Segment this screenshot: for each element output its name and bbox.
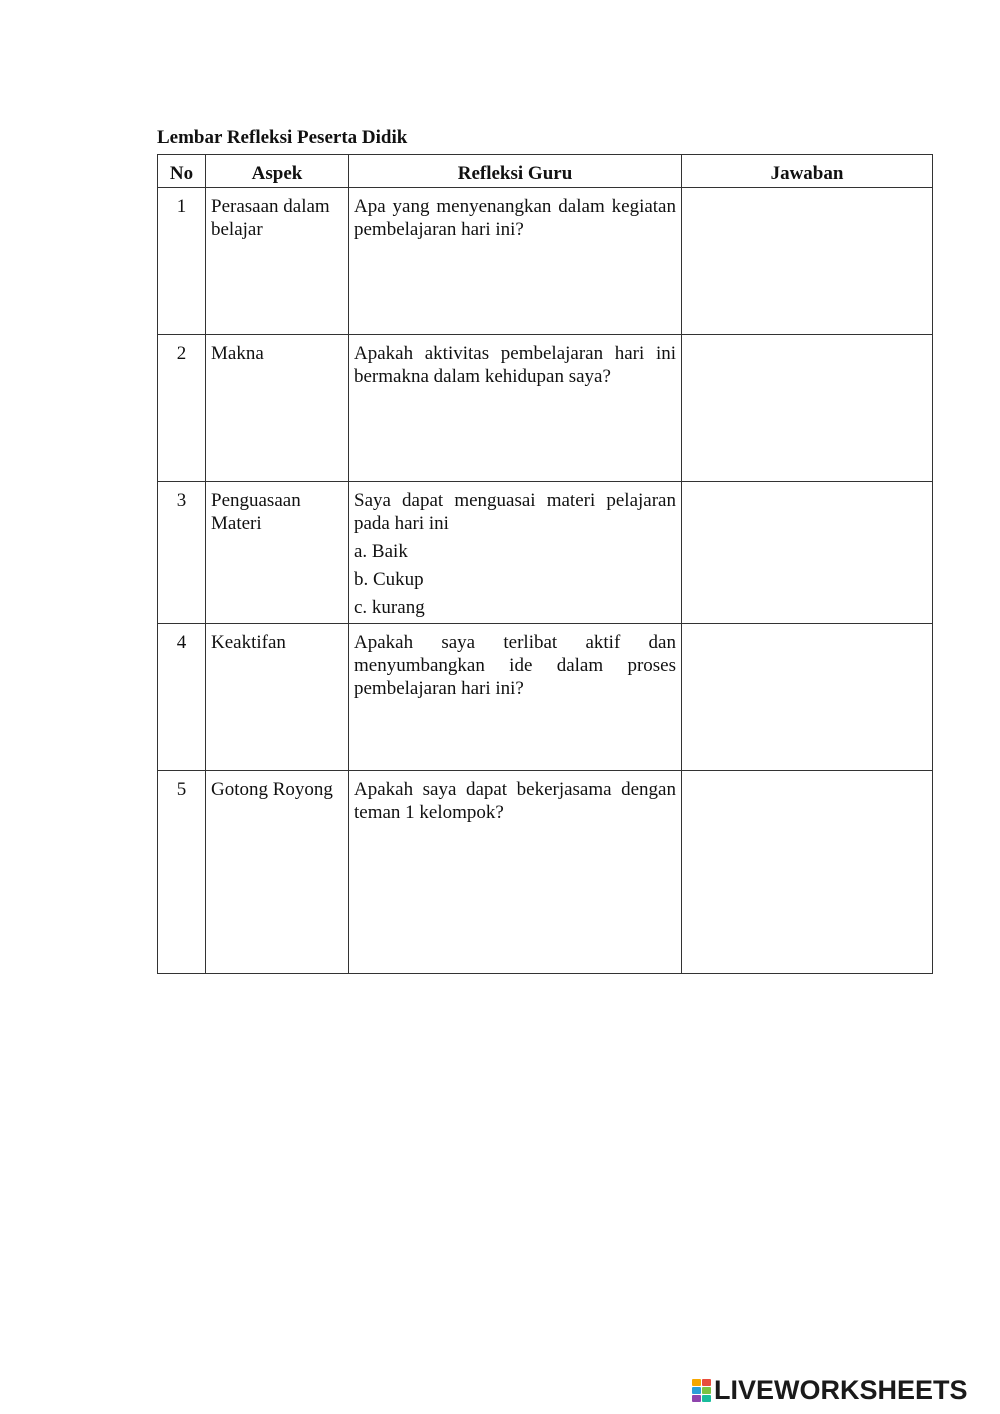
- row-refleksi: Apa yang menyenangkan dalam kegiatan pembelajaran hari ini?: [349, 188, 682, 335]
- answer-cell[interactable]: [682, 771, 933, 974]
- table-row: [158, 335, 933, 482]
- logo-square: [702, 1387, 711, 1394]
- liveworksheets-grid-icon: [692, 1379, 711, 1401]
- answer-cell[interactable]: [682, 482, 933, 624]
- row-number: 4: [158, 624, 206, 771]
- answer-cell[interactable]: [682, 624, 933, 771]
- row-aspek: Penguasaan Materi: [206, 482, 349, 624]
- answer-cell[interactable]: [682, 188, 933, 335]
- header-jawaban: Jawaban: [682, 155, 933, 188]
- table-row: [158, 771, 933, 974]
- answer-cell[interactable]: [682, 335, 933, 482]
- row-number: 3: [158, 482, 206, 624]
- row-refleksi: Apakah saya dapat bekerjasama dengan teman 1 kelompok?: [349, 771, 682, 974]
- option-baik: a. Baik: [354, 541, 408, 562]
- option-cukup: b. Cukup: [354, 569, 424, 590]
- header-no: No: [158, 155, 206, 188]
- logo-text: LIVEWORKSHEETS: [714, 1375, 968, 1405]
- reflection-table: [157, 154, 933, 974]
- option-kurang: c. kurang: [354, 597, 425, 618]
- row-refleksi: Apakah saya terlibat aktif dan menyumbangkan ide dalam proses pembelajaran hari ini?: [349, 624, 682, 771]
- logo-square: [702, 1379, 711, 1386]
- logo-square: [692, 1395, 701, 1402]
- logo-square: [702, 1395, 711, 1402]
- row-number: 1: [158, 188, 206, 335]
- table-row: [158, 188, 933, 335]
- question-text: Saya dapat menguasai materi pelajaran pada hari ini: [354, 490, 676, 534]
- table-row: [158, 482, 933, 624]
- page-title: Lembar Refleksi Peserta Didik: [157, 127, 408, 148]
- liveworksheets-logo: [692, 1375, 968, 1405]
- row-aspek: Gotong Royong: [206, 771, 349, 974]
- logo-square: [692, 1379, 701, 1386]
- row-aspek: Keaktifan: [206, 624, 349, 771]
- row-refleksi: Apakah aktivitas pembelajaran hari ini bermakna dalam kehidupan saya?: [349, 335, 682, 482]
- logo-square: [692, 1387, 701, 1394]
- header-aspek: Aspek: [206, 155, 349, 188]
- header-refleksi-guru: Refleksi Guru: [349, 155, 682, 188]
- row-number: 5: [158, 771, 206, 974]
- row-number: 2: [158, 335, 206, 482]
- table-header-row: [158, 155, 933, 188]
- table-row: [158, 624, 933, 771]
- row-refleksi: [349, 482, 682, 624]
- row-aspek: Perasaan dalam belajar: [206, 188, 349, 335]
- row-aspek: Makna: [206, 335, 349, 482]
